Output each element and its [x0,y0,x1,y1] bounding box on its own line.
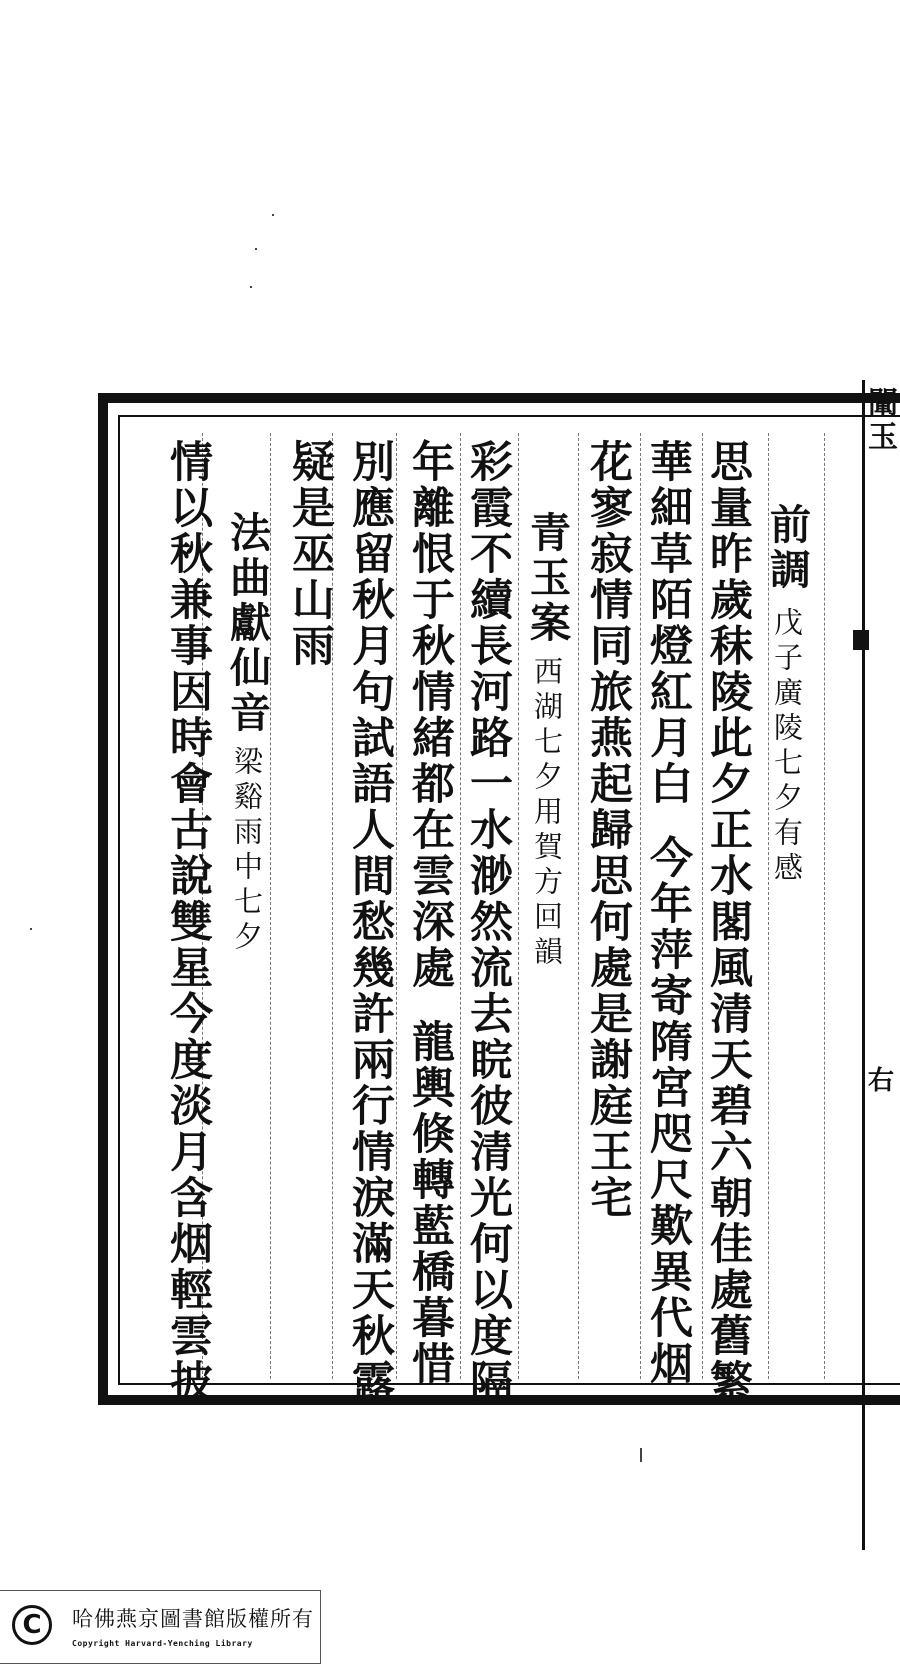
speck [250,286,252,288]
verse-line: 別應留秋月句試語人間愁幾許兩行情淚滿天秋露 [345,439,395,1405]
speck [30,928,32,930]
text-column [463,439,513,1405]
text-column [583,439,633,1221]
poem-note: 梁谿雨中七夕 [230,746,264,956]
poem-note: 西湖七夕用賀方回韻 [530,656,564,971]
text-column [405,439,455,1387]
edge-glyph: 闡 [868,386,898,421]
text-column [703,439,753,1405]
verse-line: 彩霞不續長河路一水渺然流去睆彼清光何以度隔 [463,439,513,1405]
text-column [643,439,693,1387]
verse-line: 情以秋兼事因時會古說雙星今度淡月含烟輕雲披 [163,439,213,1405]
verse-line: 思量昨歲秣陵此夕正水閣風清天碧六朝佳處舊繁 [703,439,753,1405]
text-column [345,439,395,1405]
edge-glyph: 玉 [868,420,898,455]
text-column [523,511,571,971]
speck [255,248,257,250]
copyright-english: Copyright Harvard-Yenching Library [72,1639,253,1648]
poem-note: 戊子廣陵七夕有感 [770,607,804,887]
verse-line: 年離恨于秋情緒都在雲深處 [405,439,455,991]
tune-title: 法曲獻仙音 [223,511,271,736]
text-column [163,439,213,1405]
copyright-stamp [0,1590,321,1664]
text-block [118,415,900,1405]
text-frame [98,393,900,1405]
tune-title: 青玉案 [523,511,571,646]
verse-line: 疑是巫山雨 [285,439,335,669]
speck [640,1448,642,1462]
verse-line: 龍輿倏轉藍橋暮惜 [405,1019,455,1387]
copyright-icon: C [12,1605,52,1645]
text-column [223,511,271,956]
verse-line: 華細草陌燈紅月白 [643,439,693,807]
verse-line: 花寥寂情同旅燕起歸思何處是謝庭王宅 [583,439,633,1221]
edge-glyph: 右 [868,1066,895,1096]
verse-line: 今年萍寄隋宮咫尺歎異代烟 [643,835,693,1387]
tune-title: 前調 [763,503,811,593]
text-column [285,439,335,669]
copyright-chinese: 哈佛燕京圖書館版權所有 [72,1607,314,1631]
text-column [763,503,811,887]
speck [272,214,274,216]
